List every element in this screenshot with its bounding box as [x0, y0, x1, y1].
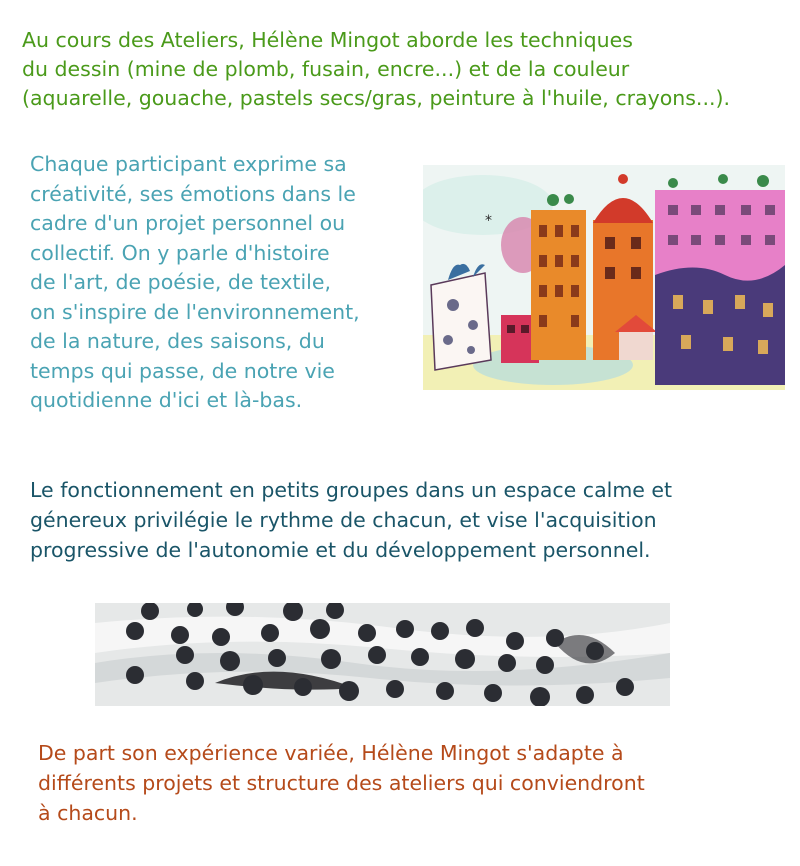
black-dots-painting [95, 603, 670, 706]
svg-text:*: * [485, 213, 492, 229]
children-city-painting [423, 165, 785, 390]
experience-paragraph: De part son expérience variée, Hélène Mingot s'adapte à différents projets et structure des ateliers qui conviendront à chacun. [38, 741, 645, 825]
groups-paragraph: Le fonctionnement en petits groupes dans un espace calme et génereux privilégie le rythme de chacun, et vise l'acquisition progressive de l'autonomie et du développement personnel. [30, 478, 673, 562]
intro-paragraph: Au cours des Ateliers, Hélène Mingot aborde les techniques du dessin (mine de plomb, fusain, encre...) et de la couleur (aquarelle, gouache, pastels secs/gras, peinture à l'huile, crayons...). [22, 28, 730, 110]
creativity-paragraph: Chaque participant exprime sa créativité, ses émotions dans le cadre d'un projet personnel ou collectif. On y parle d'histoire de l'art, de poésie, de textile, on s'inspire de l'environnement, de la nature, des saisons, du temps qui passe, de notre vie quotidienne d'ici et là-bas. [30, 152, 360, 412]
dots-painting-illustration [95, 603, 670, 706]
city-painting-illustration [423, 165, 785, 390]
